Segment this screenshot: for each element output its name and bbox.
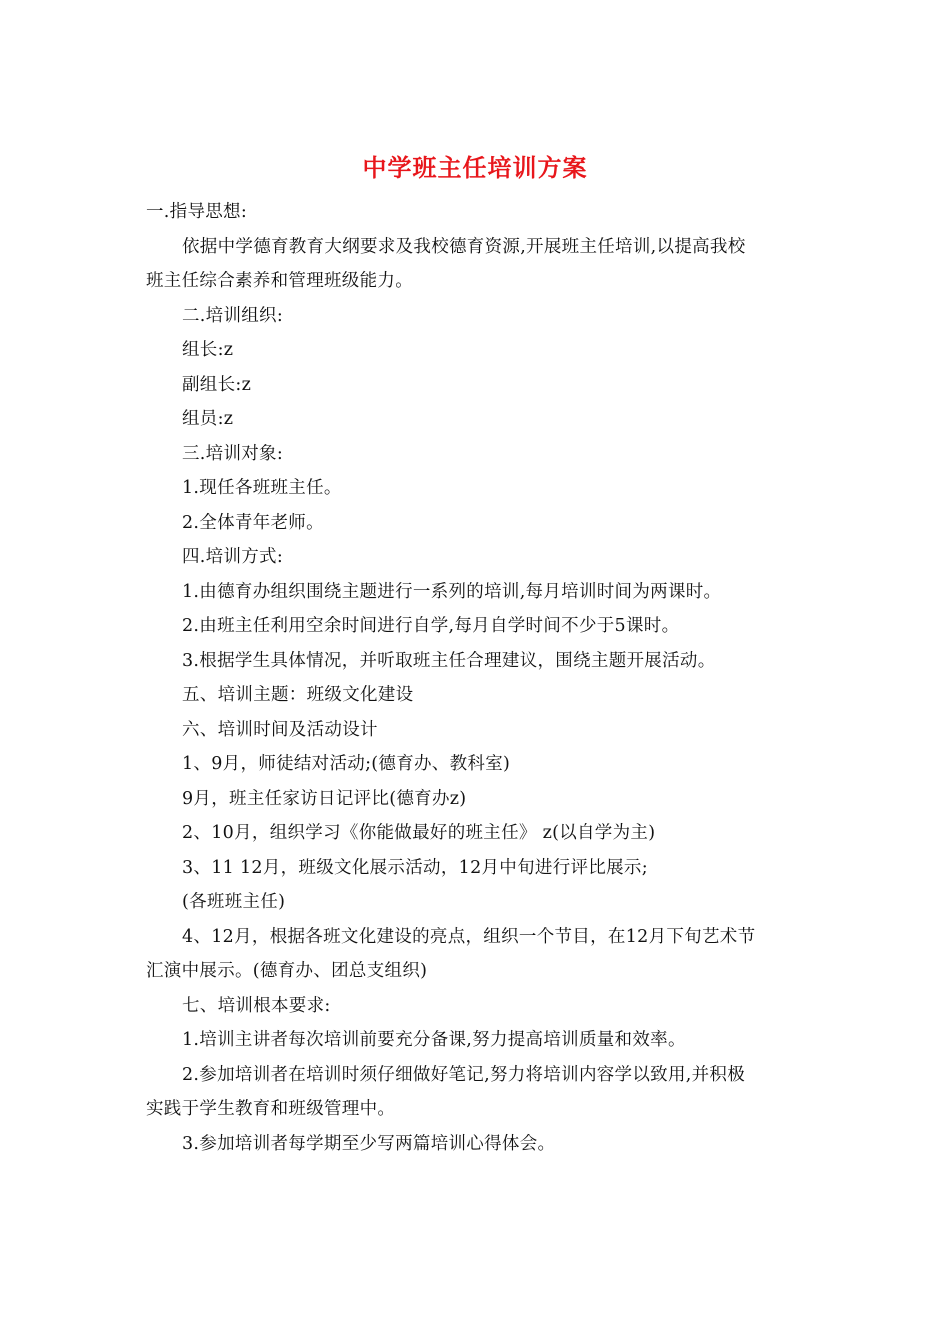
document-line: 1.现任各班班主任。 — [182, 478, 342, 498]
document-line: 组员:z — [182, 409, 234, 429]
document-line: 实践于学生教育和班级管理中。 — [146, 1099, 396, 1119]
document-line: 班主任综合素养和管理班级能力。 — [146, 271, 413, 291]
document-line: 2.全体青年老师。 — [182, 512, 324, 533]
document-line: 9月，班主任家访日记评比(德育办z) — [182, 788, 467, 809]
document-title: 中学班主任培训方案 — [362, 153, 588, 182]
document-line: 2、10月，组织学习《你能做最好的班主任》 z(以自学为主) — [182, 823, 656, 843]
document-line: 副组长:z — [182, 374, 252, 395]
document-line: 2.参加培训者在培训时须仔细做好笔记,努力将培训内容学以致用,并积极 — [182, 1064, 746, 1085]
document-line: 六、培训时间及活动设计 — [182, 719, 378, 740]
document-line: 七、培训根本要求: — [182, 995, 331, 1016]
document-line: 3.根据学生具体情况，并听取班主任合理建议，围绕主题开展活动。 — [182, 650, 716, 671]
document-line: 1.培训主讲者每次培训前要充分备课,努力提高培训质量和效率。 — [182, 1030, 686, 1050]
document-line: 四.培训方式: — [182, 547, 284, 567]
document-line: 3.参加培训者每学期至少写两篇培训心得体会。 — [182, 1133, 556, 1154]
document-line: 三.培训对象: — [182, 443, 284, 464]
document-body — [146, 195, 806, 1161]
document-line: 1、9月，师徒结对活动;(德育办、教科室) — [182, 754, 511, 774]
document-line: 一.指导思想: — [146, 202, 248, 222]
document-line: 五、培训主题：班级文化建设 — [182, 685, 414, 705]
document-line: (各班班主任) — [182, 892, 286, 912]
document-line: 依据中学德育教育大纲要求及我校德育资源,开展班主任培训,以提高我校 — [182, 236, 746, 257]
document-line: 2.由班主任利用空余时间进行自学,每月自学时间不少于5课时。 — [182, 616, 680, 636]
document-line: 1.由德育办组织围绕主题进行一系列的培训,每月培训时间为两课时。 — [182, 581, 722, 602]
document-line: 组长:z — [182, 340, 234, 360]
document-line: 二.培训组织: — [182, 305, 284, 326]
document-line: 汇演中展示。(德育办、团总支组织) — [146, 961, 428, 981]
document-line: 3、11 12月，班级文化展示活动，12月中旬进行评比展示; — [182, 857, 648, 878]
document-line: 4、12月，根据各班文化建设的亮点，组织一个节目，在12月下旬艺术节 — [182, 926, 756, 947]
